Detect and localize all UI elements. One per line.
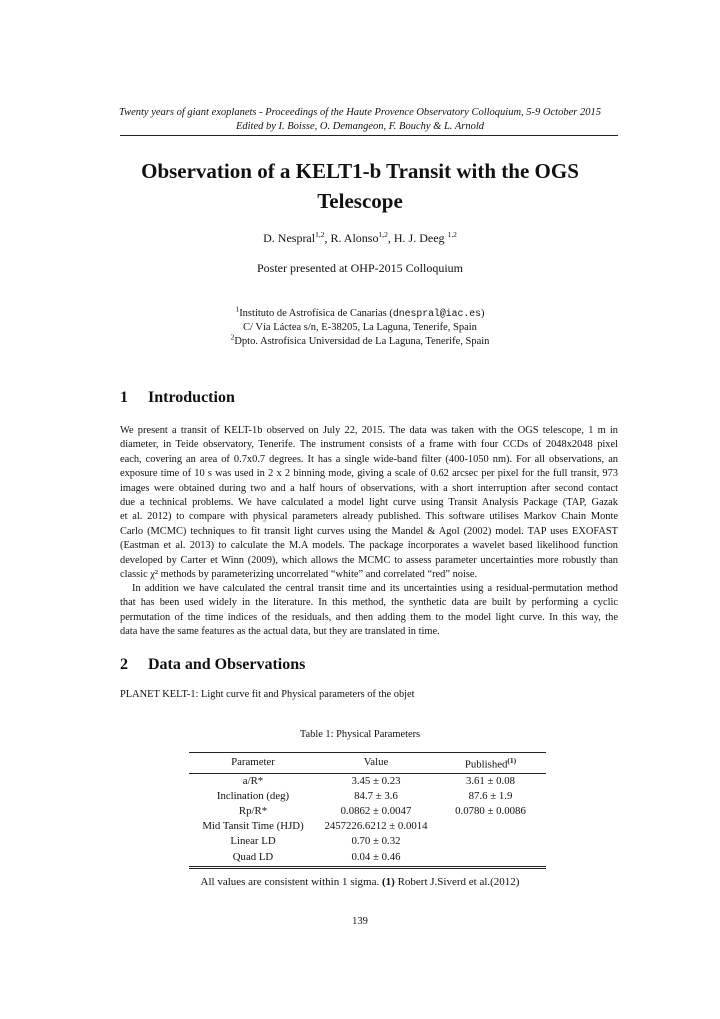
published-reference-mark: (1) — [507, 756, 517, 765]
author-list — [0, 231, 720, 246]
affiliation-mark: 2 — [230, 332, 235, 342]
table-row — [189, 834, 546, 849]
author-name: R. Alonso — [330, 231, 379, 245]
header-rule — [120, 135, 618, 136]
cell-value: 84.7 ± 3.6 — [354, 789, 398, 802]
cell-parameter: Linear LD — [230, 834, 276, 847]
page-number: 139 — [352, 916, 368, 927]
table-row — [189, 804, 546, 819]
table-caption: Table 1: Physical Parameters — [299, 729, 421, 740]
author-affiliation-mark: 1,2 — [315, 230, 325, 239]
paragraph-line: (Eastman et al. 2013) to calculate the M.A models. The package incorporates a wavelet based likelihood function — [120, 540, 618, 552]
table-row — [189, 819, 546, 834]
affiliation-mark: 1 — [235, 304, 240, 314]
cell-value: 2457226.6212 ± 0.0014 — [324, 819, 428, 832]
author-name: H. J. Deeg — [393, 231, 445, 245]
author-affiliation-mark: 1,2 — [378, 230, 388, 239]
paragraph-line: In addition we have calculated the central transit time and its uncertainties using a residual-permutation method — [132, 583, 618, 594]
table-header-row — [189, 753, 546, 774]
introduction-paragraph-2 — [120, 582, 618, 640]
paragraph-line: permutation of the time indices of the residuals, and then adding them to the model light curve. In this way, the — [120, 611, 618, 623]
affiliation-1-address: C/ Vía Láctea s/n, E-38205, La Laguna, Tenerife, Spain — [243, 322, 477, 333]
physical-parameters-table — [189, 752, 546, 869]
author-affiliation-mark: 1,2 — [447, 230, 457, 239]
table-note-ref-mark: (1) — [381, 876, 395, 888]
cell-value: 0.70 ± 0.32 — [351, 834, 401, 847]
paragraph-line: diameter, in Teide observatory, Tenerife. The instrument consists of a frame with four CCDs of 2048x2048 pixel — [120, 439, 618, 451]
table-note-reference: Robert J.Siverd et al.(2012) — [397, 876, 520, 888]
affiliation-1-name: Instituto de Astrofísica de Canarias ( — [239, 308, 393, 319]
paragraph-line: each, covering an area of 0.7x0.7 degrees. It has a single wide-band filter (400-1050 nm). For all observations, an — [120, 453, 618, 465]
affiliation-2-name: Dpto. Astrofísica Universidad de La Laguna, Tenerife, Spain — [234, 336, 490, 347]
section-title: Introduction — [148, 389, 235, 406]
poster-note: Poster presented at OHP-2015 Colloquium — [257, 261, 463, 275]
section-number: 2 — [120, 656, 128, 673]
paragraph-line: developed by Carter et Winn (2009), which allows the MCMC to assess parameter uncertainties more robustly than — [120, 554, 618, 566]
cell-parameter: Inclination (deg) — [216, 789, 290, 802]
cell-value: 0.04 ± 0.46 — [317, 849, 435, 868]
column-header-parameter: Parameter — [189, 753, 317, 774]
paragraph-line: exposure time of 10 s was used in 2 x 2 binning mode, giving a scale of 0.62 arcsec per pixel for the full transit, 973 — [120, 468, 618, 480]
paragraph-line: that has been used widely in the literature. In this method, the synthetic data are built by performing a cyclic — [120, 597, 618, 609]
introduction-paragraph-1 — [120, 424, 618, 582]
cell-published — [435, 849, 546, 868]
cell-published: 87.6 ± 1.9 — [468, 789, 513, 802]
cell-parameter: Rp/R* — [238, 804, 268, 817]
cell-parameter: Mid Tansit Time (HJD) — [202, 819, 304, 832]
affiliation-1-close: ) — [481, 308, 485, 319]
table-row — [189, 789, 546, 804]
cell-value: 3.45 ± 0.23 — [351, 774, 401, 787]
paragraph-line: images were obtained during two and a half hours of observations, with a short interruption after second contact — [120, 482, 618, 494]
paragraph-line: We present a transit of KELT-1b observed on July 22, 2015. The data was taken with the OGS telescope, 1 m in — [120, 425, 618, 436]
table-row — [189, 849, 546, 868]
cell-published — [435, 819, 546, 834]
affiliation-2 — [0, 332, 720, 349]
paragraph-line: data have the same features as the actual data, but they are translated in time. — [120, 626, 440, 638]
paragraph-line: classic χ² methods by parameterizing uncorrelated “white” and correlated “red” noise. — [120, 568, 478, 580]
paper-title-line-2: Telescope — [317, 189, 403, 213]
section-2-intro: PLANET KELT-1: Light curve fit and Physical parameters of the objet — [120, 689, 415, 700]
running-header-line-1: Twenty years of giant exoplanets - Proceedings of the Haute Provence Observatory Colloquium, 5-9 October 2015 — [119, 107, 601, 118]
affiliation-1 — [0, 304, 720, 321]
cell-value: 0.0862 ± 0.0047 — [340, 804, 412, 817]
table-row — [189, 773, 546, 789]
cell-parameter: Quad LD — [189, 849, 317, 868]
author-email-link[interactable]: dnespral@iac.es — [392, 308, 482, 319]
author-separator: , — [324, 231, 331, 245]
paragraph-line: due a technical problems. We have calculated a model light curve using Transit Analysis Package (TAP, Gazak — [120, 496, 618, 508]
paragraph-line: Carlo (MCMC) techniques to fit transit light curves using the Mandel & Agol (2002) model. TAP uses EXOFAST — [120, 525, 618, 537]
cell-published — [435, 834, 546, 849]
author-name: D. Nespral — [263, 231, 316, 245]
author-separator: , — [387, 231, 394, 245]
running-header-line-2: Edited by I. Boisse, O. Demangeon, F. Bouchy & L. Arnold — [235, 121, 485, 132]
section-heading-introduction — [120, 388, 235, 408]
table-note — [0, 875, 720, 889]
cell-published: 3.61 ± 0.08 — [465, 774, 516, 787]
paper-title-line-1: Observation of a KELT1-b Transit with the OGS — [141, 159, 579, 183]
section-title: Data and Observations — [148, 656, 306, 673]
paragraph-line: et al. 2012) to compare with physical parameters already published. This software utilises Markov Chain Monte — [120, 511, 618, 523]
cell-published: 0.0780 ± 0.0086 — [455, 804, 526, 817]
cell-parameter: a/R* — [242, 774, 264, 787]
column-header-value: Value — [317, 753, 435, 774]
section-heading-data-observations — [120, 655, 305, 675]
table-note-text: All values are consistent within 1 sigma. — [200, 876, 380, 888]
section-number: 1 — [120, 389, 128, 406]
column-header-published: Published$^{(1)}$ — [435, 753, 546, 774]
